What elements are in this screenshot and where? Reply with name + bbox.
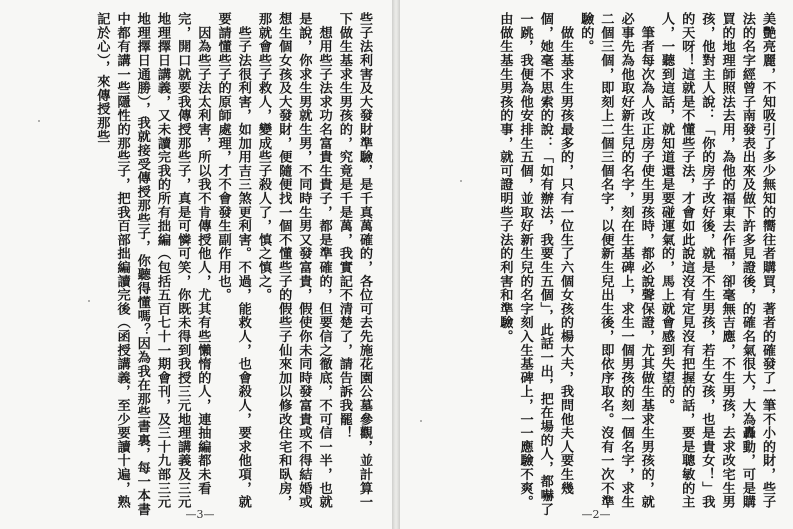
left-page <box>0 0 392 529</box>
left-page-number: —3— <box>185 508 215 521</box>
paper-speck <box>420 420 422 422</box>
paper-speck <box>38 120 40 122</box>
right-page <box>400 0 793 529</box>
paragraph: 美艷亮麗，不知吸引了多少無知的嚮往者購買，著者的確發了一筆不小的財，些子法的名字經曾子南發表出來及做下許多見證後，的確名氣很大，大為轟動，可是購買的地理師照法去用，為他的福東去作福，卻毫無吉應，不生男孩，去求改宅生男孩，他對主人說：「你的房子改好後，就是不生男孩，若生女孩，也是貴女！」我的天呀！這就是不懂些子法，才會如此說這沒有定見沒有把握的話，要是聰敏的主人，一聽到這話，就知道還是要碰運氣的，馬上就會感到失望的。 <box>658 12 775 509</box>
paragraph: 筆者每次為人改正房子使生男孩時，都必說聲保證，尤其做生基求生男孩的，就必事先為他取好新生兒的名字，刻在生基碑上，求生一個男孩的刻一個名字，求生二個三個，即刻上二個三個名字，以便新生兒出生後，即依序取名。沒有一次不準驗的。 <box>578 12 654 509</box>
paragraph: 些子法很利害，如加用吉三煞更利害。不過，能救人，也會殺人，要求他項，就要請懂些子的原師處理，才不會發生副作用也。 <box>215 12 251 509</box>
right-page-number: —2— <box>581 508 611 521</box>
paper-speck <box>88 300 90 302</box>
paragraph: 些子法利害及大發財準驗，是千真萬確的，各位可去先施花園公墓參觀，並計算一下做生基求生男孩的，究竟是千是萬，我實記不清楚了，請告訴我罷！ <box>336 12 372 509</box>
book-gutter <box>392 0 400 529</box>
right-page-text <box>415 12 777 517</box>
paragraph: 想用些子法求功名富貴生貴子，都是準確的，但要信之徹底，不可信一半，也就是說，你求生男就生男，不同時生男又發富貴，假使你未同時發富貴或不得結婚或想生個女孩及大發財，便隨便找一個不懂些子的假些子仙來加以修改住宅和臥房，那就會些子救人，變成些子殺人了，慎之慎之。 <box>255 12 332 509</box>
paragraph: 因為些子法太利害，所以我不肯傳授他人，尤其有些懶惰的人，連抽編都未看完，開口就要我傳授那些子，真是可憐可笑，你既未得到我授三元地理講義及三元地理擇日講義，又未讀完我的所有拙編（包括五百七十一期會刊，及三十九部三元地理擇日通勝），我就接受傳授那些子，你聽得懂嗎？因為我在那些書裏，每一本書中都有講一些隱性的那些子，把我百部拙編讀完後（函授講義，至少要讀十遍，熟記於心），來傳授那些 <box>94 12 211 516</box>
left-page-text <box>12 12 374 517</box>
paper-speck <box>460 180 462 182</box>
paragraph: 做生基求生男孩最多的，只有一位生了六個女孩的楊大夫，我問他夫人要生幾個，她毫不思索的說：「如有辦法，我要生五個」，此話一出，把在場的人，都嚇了一跳，我便為他安排生五個，並取好新生兒的名字刻入生基碑上，一一應驗不爽。由做生基生男孩的事，就可證明些子法的利害和準驗。 <box>497 12 573 516</box>
